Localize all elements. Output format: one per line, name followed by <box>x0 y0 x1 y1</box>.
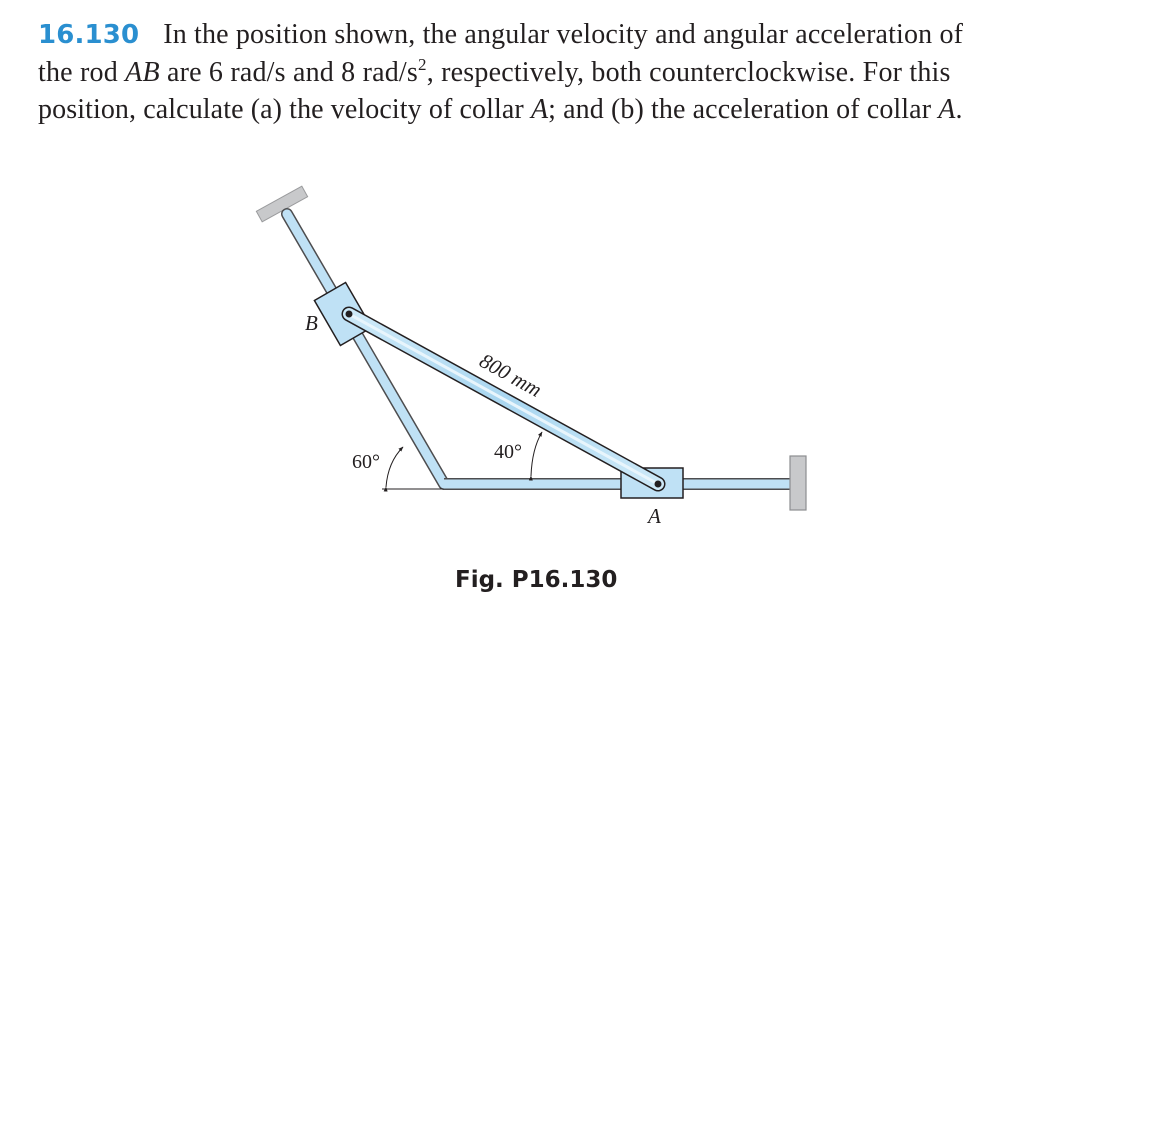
figure-caption: Fig. P16.130 <box>455 567 618 593</box>
problem-text-2b: are 6 rad/s and 8 rad/s <box>159 57 419 88</box>
angle-40-indicator <box>531 432 542 476</box>
label-b: B <box>305 311 318 335</box>
pin-a <box>655 481 662 488</box>
exponent: 2 <box>418 55 427 74</box>
problem-number: 16.130 <box>38 20 140 50</box>
collar-var-2: A <box>938 94 956 125</box>
angle-60-label: 60° <box>352 451 380 473</box>
rod-name: AB <box>125 57 160 88</box>
pin-b <box>346 311 353 318</box>
collar-var-1: A <box>530 94 549 125</box>
problem-text-2c: , respectively, both counterclockwise. For this <box>426 57 951 88</box>
problem-text-3a: position, calculate (a) the velocity of collar <box>38 94 531 125</box>
label-a: A <box>648 504 661 528</box>
wall-support <box>790 456 806 510</box>
angle-40-label: 40° <box>494 441 522 463</box>
problem-text-3c: . <box>955 94 963 125</box>
problem-text-1: In the position shown, the angular velocity and angular acceleration of <box>163 19 964 50</box>
problem-text-3b: ; and (b) the acceleration of collar <box>548 94 939 125</box>
length-label: 800 mm <box>475 348 546 402</box>
problem-text-2a: the rod <box>38 57 126 88</box>
